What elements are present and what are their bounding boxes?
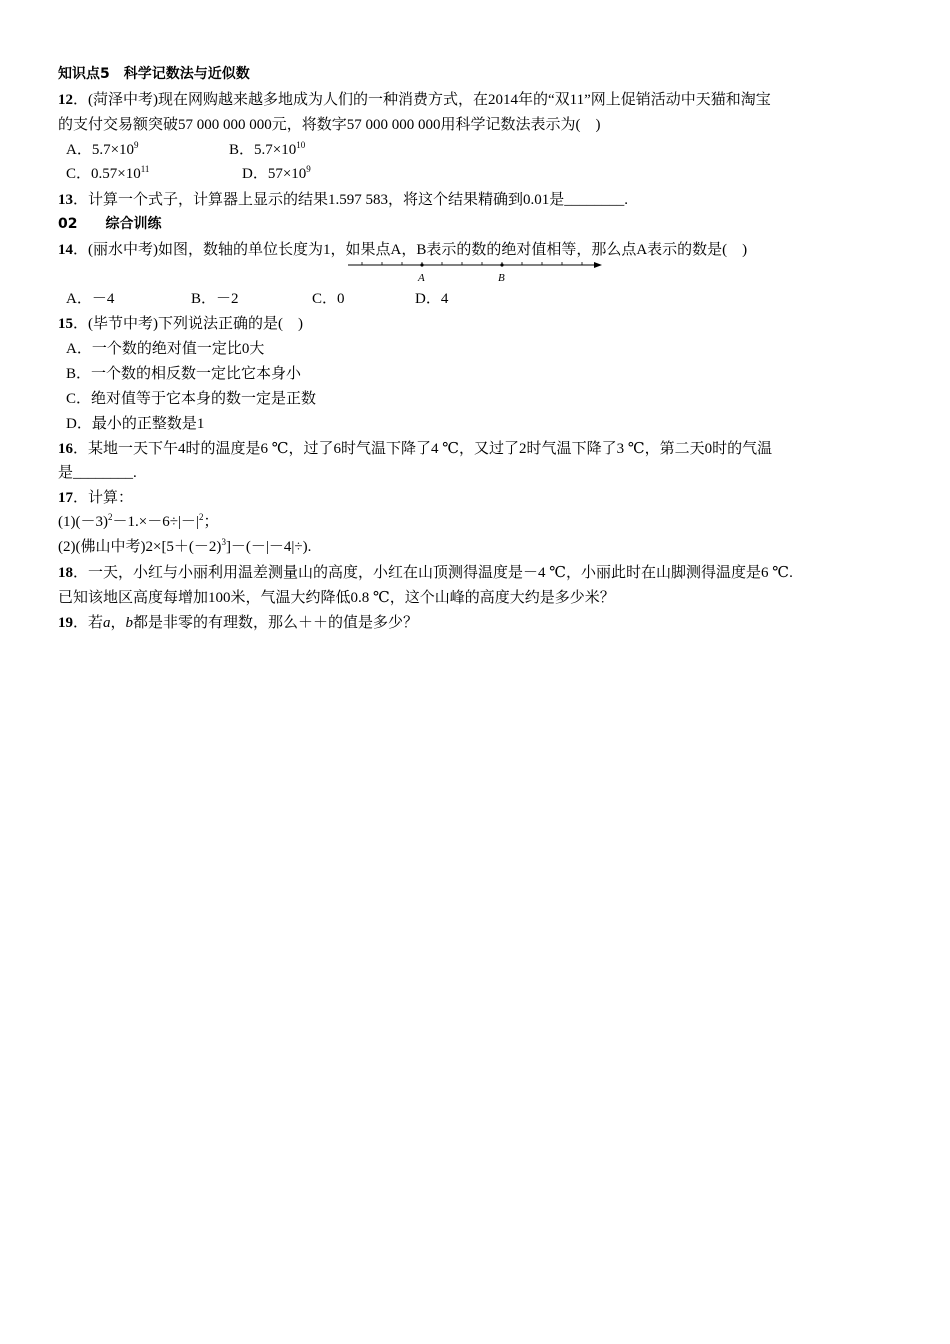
question-14 — [58, 240, 747, 260]
question-14-text: ．(丽水中考)如图，数轴的单位长度为1，如果点A，B表示的数的绝对值相等，那么点A表示的数是( ) — [73, 242, 748, 258]
question-15 — [58, 314, 303, 334]
question-12-number: 12 — [58, 92, 73, 108]
question-12-line1 — [58, 90, 771, 110]
question-16-line1 — [58, 439, 772, 459]
question-17-text: ．计算： — [73, 490, 134, 506]
question-14-options — [66, 289, 448, 309]
question-18-line2: 已知该地区高度每增加100米，气温大约降低0.8 ℃，这个山峰的高度大约是多少米？ — [58, 590, 615, 606]
question-15-text: ．(毕节中考)下列说法正确的是( ) — [73, 316, 303, 332]
question-16-line2: 是________. — [58, 465, 137, 481]
question-14-number: 14 — [58, 242, 73, 258]
question-12-option-c: C．$0.57\times 10^{11}$ — [66, 164, 150, 182]
question-12-option-d: D．$57\times 10^9$ — [242, 164, 311, 182]
question-12-options-ab — [66, 140, 305, 160]
question-12-option-a: A．$5.7\times 10^9$ — [66, 140, 139, 158]
question-12-text-1: ．(菏泽中考)现在网购越来越多地成为人们的一种消费方式，在2014年的“双11”网上促销活动中天猫和淘宝 — [73, 92, 771, 108]
question-15-option-d: D．最小的正整数是1 — [66, 416, 205, 432]
number-line-arrow — [594, 262, 602, 268]
question-17-number: 17 — [58, 490, 73, 506]
point-a — [420, 263, 423, 266]
question-14-option-b: B．－2 — [191, 291, 239, 307]
section-title-5: 知识点5 科学记数法与近似数 — [58, 66, 250, 82]
question-15-number: 15 — [58, 316, 73, 332]
section-title-02: 02 综合训练 — [58, 216, 162, 232]
question-14-option-c: C．0 — [312, 291, 345, 307]
variable-b: b — [125, 615, 134, 631]
question-13-number: 13 — [58, 192, 73, 208]
question-13 — [58, 190, 628, 210]
question-17 — [58, 488, 133, 508]
question-12-options-cd — [66, 164, 311, 184]
question-19-number: 19 — [58, 615, 73, 631]
question-13-text: ．计算一个式子，计算器上显示的结果1.597 583，将这个结果精确到0.01是________. — [73, 192, 629, 208]
question-18-line1 — [58, 563, 793, 583]
variable-a: a — [103, 615, 111, 631]
question-14-option-d: D．4 — [415, 291, 449, 307]
question-19: 19．若a，b都是非零的有理数，那么＋＋的值是多少？ — [58, 615, 419, 631]
number-line-figure — [346, 258, 606, 284]
question-17-part2: (2)(佛山中考)$2\times[5+(-2)^3]-(-|-4|\div)$. — [58, 537, 312, 555]
question-16-text-1: ．某地一天下午4时的温度是6 ℃，过了6时气温下降了4 ℃，又过了2时气温下降了3 ℃，第二天0时的气温 — [73, 441, 773, 457]
point-b-label: B — [498, 272, 505, 284]
question-14-option-a: A．－4 — [66, 291, 115, 307]
question-18-text-1: ．一天，小红与小丽利用温差测量山的高度，小红在山顶测得温度是－4 ℃，小丽此时在山脚测得温度是6 ℃. — [73, 565, 793, 581]
point-b — [500, 263, 503, 266]
question-15-option-a: A．一个数的绝对值一定比0大 — [66, 341, 265, 357]
question-12-option-b: B．$5.7\times 10^{10}$ — [229, 140, 306, 158]
question-12-line2: 的支付交易额突破57 000 000 000元，将数字57 000 000 000用科学记数法表示为( ) — [58, 117, 601, 133]
question-16-number: 16 — [58, 441, 73, 457]
question-15-option-b: B．一个数的相反数一定比它本身小 — [66, 366, 302, 382]
question-15-option-c: C．绝对值等于它本身的数一定是正数 — [66, 391, 317, 407]
question-18-number: 18 — [58, 565, 73, 581]
point-a-label: A — [418, 272, 425, 284]
question-17-part1: $(1)(-3)^2-1.\times-6\div|-|^2$； — [58, 512, 219, 530]
